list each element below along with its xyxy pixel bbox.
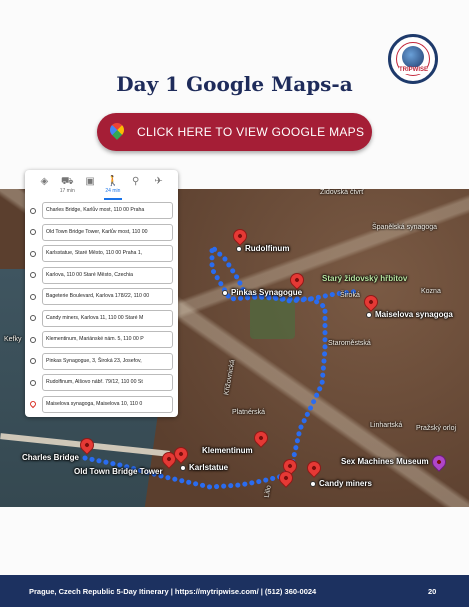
stop-circle-icon xyxy=(30,294,36,300)
page-number: 20 xyxy=(428,587,437,596)
street-liliova: Lilio xyxy=(263,484,273,499)
mode-walking[interactable] xyxy=(104,176,122,200)
street-krizovnicka: Křižovnická xyxy=(223,359,237,396)
candy-label: Candy miners xyxy=(310,479,372,488)
stop-circle-icon xyxy=(30,251,36,257)
footer-text: Prague, Czech Republic 5-Day Itinerary | https://mytripwise.com/ | (512) 360-0024 xyxy=(29,587,317,596)
stop-field[interactable]: Rudolfinum, Alšovo nábř. 79/12, 110 00 St xyxy=(42,374,173,391)
stop-1 xyxy=(30,200,173,222)
stop-field[interactable]: Karlova, 110 00 Staré Město, Czechia xyxy=(42,267,173,284)
klementinum-label: Klementinum xyxy=(202,446,253,455)
bike-icon: ⚲ xyxy=(132,176,140,187)
recommended-icon: ◈ xyxy=(40,176,49,187)
transit-icon: ▣ xyxy=(85,176,95,187)
mode-car[interactable] xyxy=(58,176,76,200)
rudolfinum-label: Rudolfinum xyxy=(236,244,289,253)
stop-circle-icon xyxy=(30,380,36,386)
stop-circle-icon xyxy=(30,208,36,214)
stop-field[interactable]: Old Town Bridge Tower, Karlův most, 110 00 xyxy=(42,224,173,241)
car-icon: ⛟ xyxy=(60,176,74,187)
cta-label: CLICK HERE TO VIEW GOOGLE MAPS xyxy=(137,125,365,139)
logo-brand: TRIPWISE xyxy=(399,67,429,73)
stop-6 xyxy=(30,308,173,330)
stop-field[interactable]: Charles Bridge, Karlův most, 110 00 Praha xyxy=(42,202,173,219)
stop-field[interactable]: Maiselova synagoga, Maiselova 10, 110 0 xyxy=(42,396,173,413)
flight-icon: ✈ xyxy=(154,176,163,187)
stop-circle-icon xyxy=(30,229,36,235)
directions-panel xyxy=(25,170,178,417)
walking-icon: 🚶 xyxy=(106,176,120,187)
destination-pin-icon xyxy=(29,400,37,408)
stop-list xyxy=(25,200,178,415)
stop-2 xyxy=(30,222,173,244)
charles-bridge-label: Charles Bridge xyxy=(22,453,79,462)
walking-time: 24 min xyxy=(105,188,121,194)
street-siroka: Široká xyxy=(340,292,360,299)
stop-field[interactable]: Pinkas Synagogue, 3, Široká 23, Josefov, xyxy=(42,353,173,370)
street-prazsky-orloj: Pražský orloj xyxy=(416,425,457,432)
stop-4 xyxy=(30,265,173,287)
view-google-maps-button[interactable] xyxy=(97,113,372,151)
mode-bike[interactable] xyxy=(127,176,145,200)
museum-label: Sex Machines Museum xyxy=(341,457,429,466)
stop-circle-icon xyxy=(30,337,36,343)
street-kefky: Kefky xyxy=(4,336,22,343)
old-town-tower-label: Old Town Bridge Tower xyxy=(74,467,163,476)
stop-9 xyxy=(30,372,173,394)
page-title: Day 1 Google Maps-a xyxy=(116,72,353,96)
stop-circle-icon xyxy=(30,358,36,364)
stop-5 xyxy=(30,286,173,308)
mode-recommended[interactable] xyxy=(35,176,53,200)
page-footer xyxy=(0,575,469,607)
karlstatue-label: Karlstatue xyxy=(180,463,228,472)
stop-8 xyxy=(30,351,173,373)
car-time: 17 min xyxy=(59,188,75,194)
travel-modes xyxy=(25,170,178,200)
stop-10 xyxy=(30,394,173,416)
street-staromestska: Staroměstská xyxy=(328,340,371,347)
stop-7 xyxy=(30,329,173,351)
mode-transit[interactable] xyxy=(81,176,99,200)
street-platnerska: Platnérská xyxy=(232,409,266,416)
stop-circle-icon xyxy=(30,272,36,278)
stop-field[interactable]: Klementinum, Mariánské nám. 5, 110 00 P xyxy=(42,331,173,348)
street-linhartska: Linhartská xyxy=(370,422,403,429)
globe-icon xyxy=(402,46,424,68)
stop-circle-icon xyxy=(30,315,36,321)
maiselova-label: Maiselova synagoga xyxy=(366,310,453,319)
stop-3 xyxy=(30,243,173,265)
pinkas-label: Pinkas Synagogue xyxy=(222,288,302,297)
street-zidovska: Židovská čtvrť xyxy=(320,189,364,196)
cemetery-label: Starý židovský hřbitov xyxy=(322,274,408,283)
street-kozna: Kozna xyxy=(421,288,441,295)
google-maps-pin-icon xyxy=(109,122,125,142)
stop-field[interactable]: Candy miners, Karlova 11, 110 00 Staré M xyxy=(42,310,173,327)
stop-field[interactable]: Bageterie Boulevard, Karlova 178/22, 110 00 xyxy=(42,288,173,305)
street-spanelska: Španělská synagoga xyxy=(372,224,437,231)
stop-field[interactable]: Karlsstatue, Staré Město, 110 00 Praha 1, xyxy=(42,245,173,262)
mode-flight[interactable] xyxy=(150,176,168,200)
